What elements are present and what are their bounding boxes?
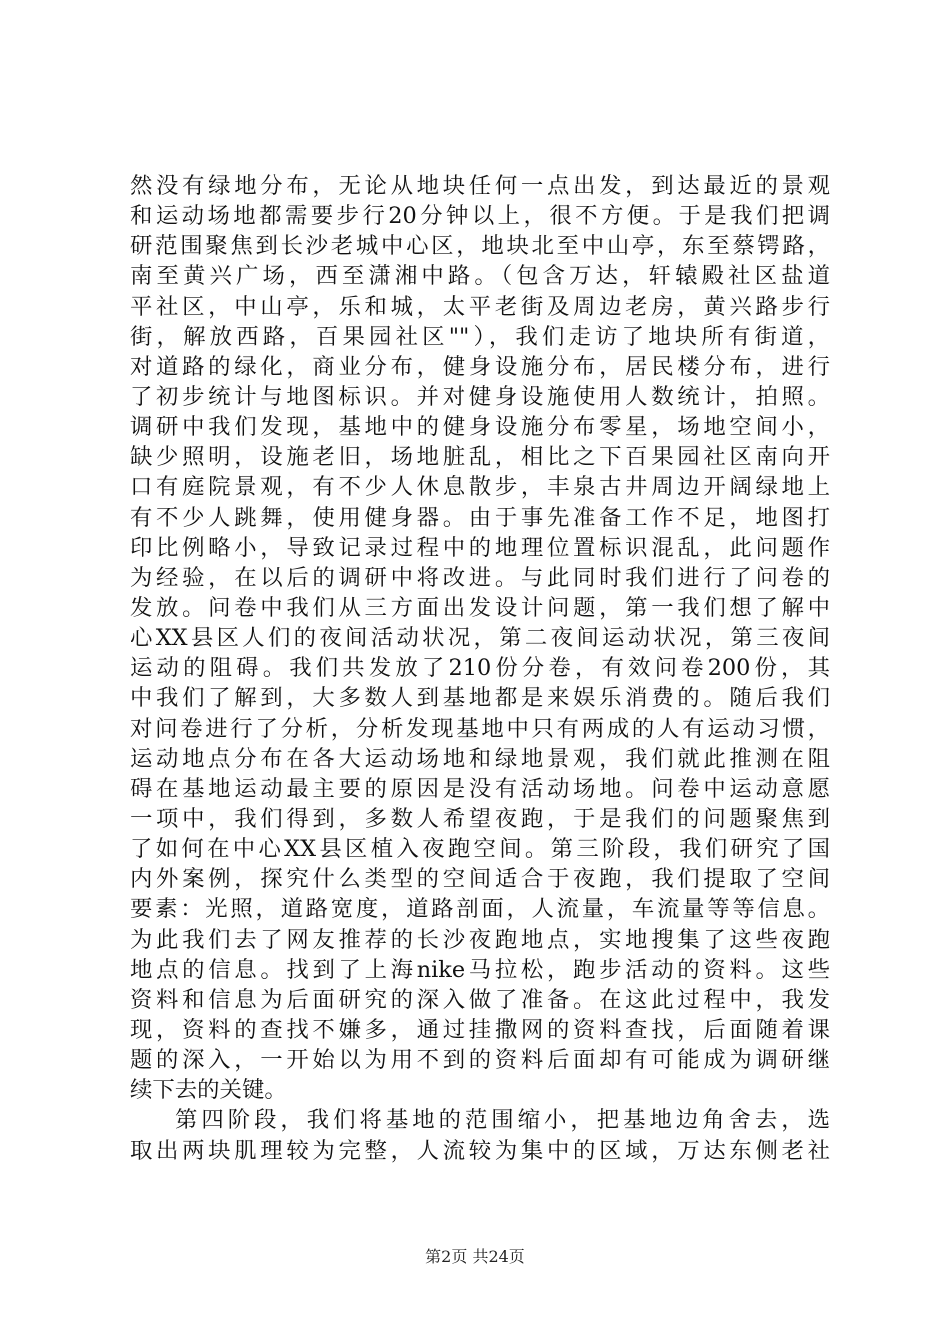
text-line: 现，资料的查找不嫌多，通过挂撒网的资料查找，后面随着课 (130, 1016, 830, 1043)
text-line: 碍在基地运动最主要的原因是没有活动场地。问卷中运动意愿 (130, 775, 830, 802)
text-line: 印比例略小，导致记录过程中的地理位置标识混乱，此问题作 (130, 534, 830, 561)
text-line: 运动地点分布在各大运动场地和绿地景观，我们就此推测在阻 (130, 745, 830, 772)
text-line: 为经验，在以后的调研中将改进。与此同时我们进行了问卷的 (130, 564, 830, 591)
text-line: 发放。问卷中我们从三方面出发设计问题，第一我们想了解中 (130, 594, 830, 621)
paragraph (130, 171, 830, 1105)
text-line: 对问卷进行了分析，分析发现基地中只有两成的人有运动习惯， (130, 715, 830, 742)
text-line: 研范围聚焦到长沙老城中心区，地块北至中山亭，东至蔡锷路， (130, 233, 830, 260)
text-line: 然没有绿地分布，无论从地块任何一点出发，到达最近的景观 (130, 173, 830, 199)
paragraph (130, 1105, 830, 1165)
text-line: 运动的阻碍。我们共发放了210份分卷，有效问卷200份，其 (130, 655, 830, 682)
text-line: 对道路的绿化，商业分布，健身设施分布，居民楼分布，进行 (130, 353, 830, 380)
text-line: 口有庭院景观，有不少人休息散步，丰泉古井周边开阔绿地上 (130, 474, 830, 501)
text-line: 为此我们去了网友推荐的长沙夜跑地点，实地搜集了这些夜跑 (130, 926, 830, 953)
text-line: 调研中我们发现，基地中的健身设施分布零星，场地空间小， (130, 414, 830, 441)
text-line: 地点的信息。找到了上海nike马拉松，跑步活动的资料。这些 (130, 956, 830, 983)
text-line: 缺少照明，设施老旧，场地脏乱，相比之下百果园社区南向开 (130, 444, 830, 471)
document-body (130, 171, 830, 1166)
page-footer: 第2页 共24页 (425, 1247, 525, 1266)
text-line: 取出两块肌理较为完整，人流较为集中的区域，万达东侧老社 (130, 1137, 830, 1164)
text-line: 内外案例，探究什么类型的空间适合于夜跑，我们提取了空间 (130, 866, 830, 893)
text-line: 了初步统计与地图标识。并对健身设施使用人数统计，拍照。 (130, 383, 830, 410)
text-line: 街，解放西路，百果园社区""），我们走访了地块所有街道， (130, 323, 830, 350)
text-line: 续下去的关键。 (130, 1077, 287, 1104)
text-line: 一项中，我们得到，多数人希望夜跑，于是我们的问题聚焦到 (130, 805, 830, 832)
text-line: 有不少人跳舞，使用健身器。由于事先准备工作不足，地图打 (130, 504, 830, 531)
text-line: 第四阶段，我们将基地的范围缩小，把基地边角舍去，选 (175, 1107, 830, 1134)
text-line: 了如何在中心XX县区植入夜跑空间。第三阶段，我们研究了国 (130, 836, 830, 863)
text-line: 心XX县区人们的夜间活动状况，第二夜间运动状况，第三夜间 (130, 625, 830, 652)
text-line: 中我们了解到，大多数人到基地都是来娱乐消费的。随后我们 (130, 685, 830, 712)
text-line: 资料和信息为后面研究的深入做了准备。在这此过程中，我发 (130, 986, 830, 1013)
text-line: 平社区，中山亭，乐和城，太平老街及周边老房，黄兴路步行 (130, 293, 830, 320)
text-line: 和运动场地都需要步行20分钟以上，很不方便。于是我们把调 (130, 203, 830, 230)
text-line: 题的深入，一开始以为用不到的资料后面却有可能成为调研继 (130, 1047, 830, 1074)
text-line: 要素：光照，道路宽度，道路剖面，人流量，车流量等等信息。 (130, 896, 830, 923)
text-line: 南至黄兴广场，西至潇湘中路。（包含万达，轩辕殿社区盐道 (130, 263, 830, 290)
